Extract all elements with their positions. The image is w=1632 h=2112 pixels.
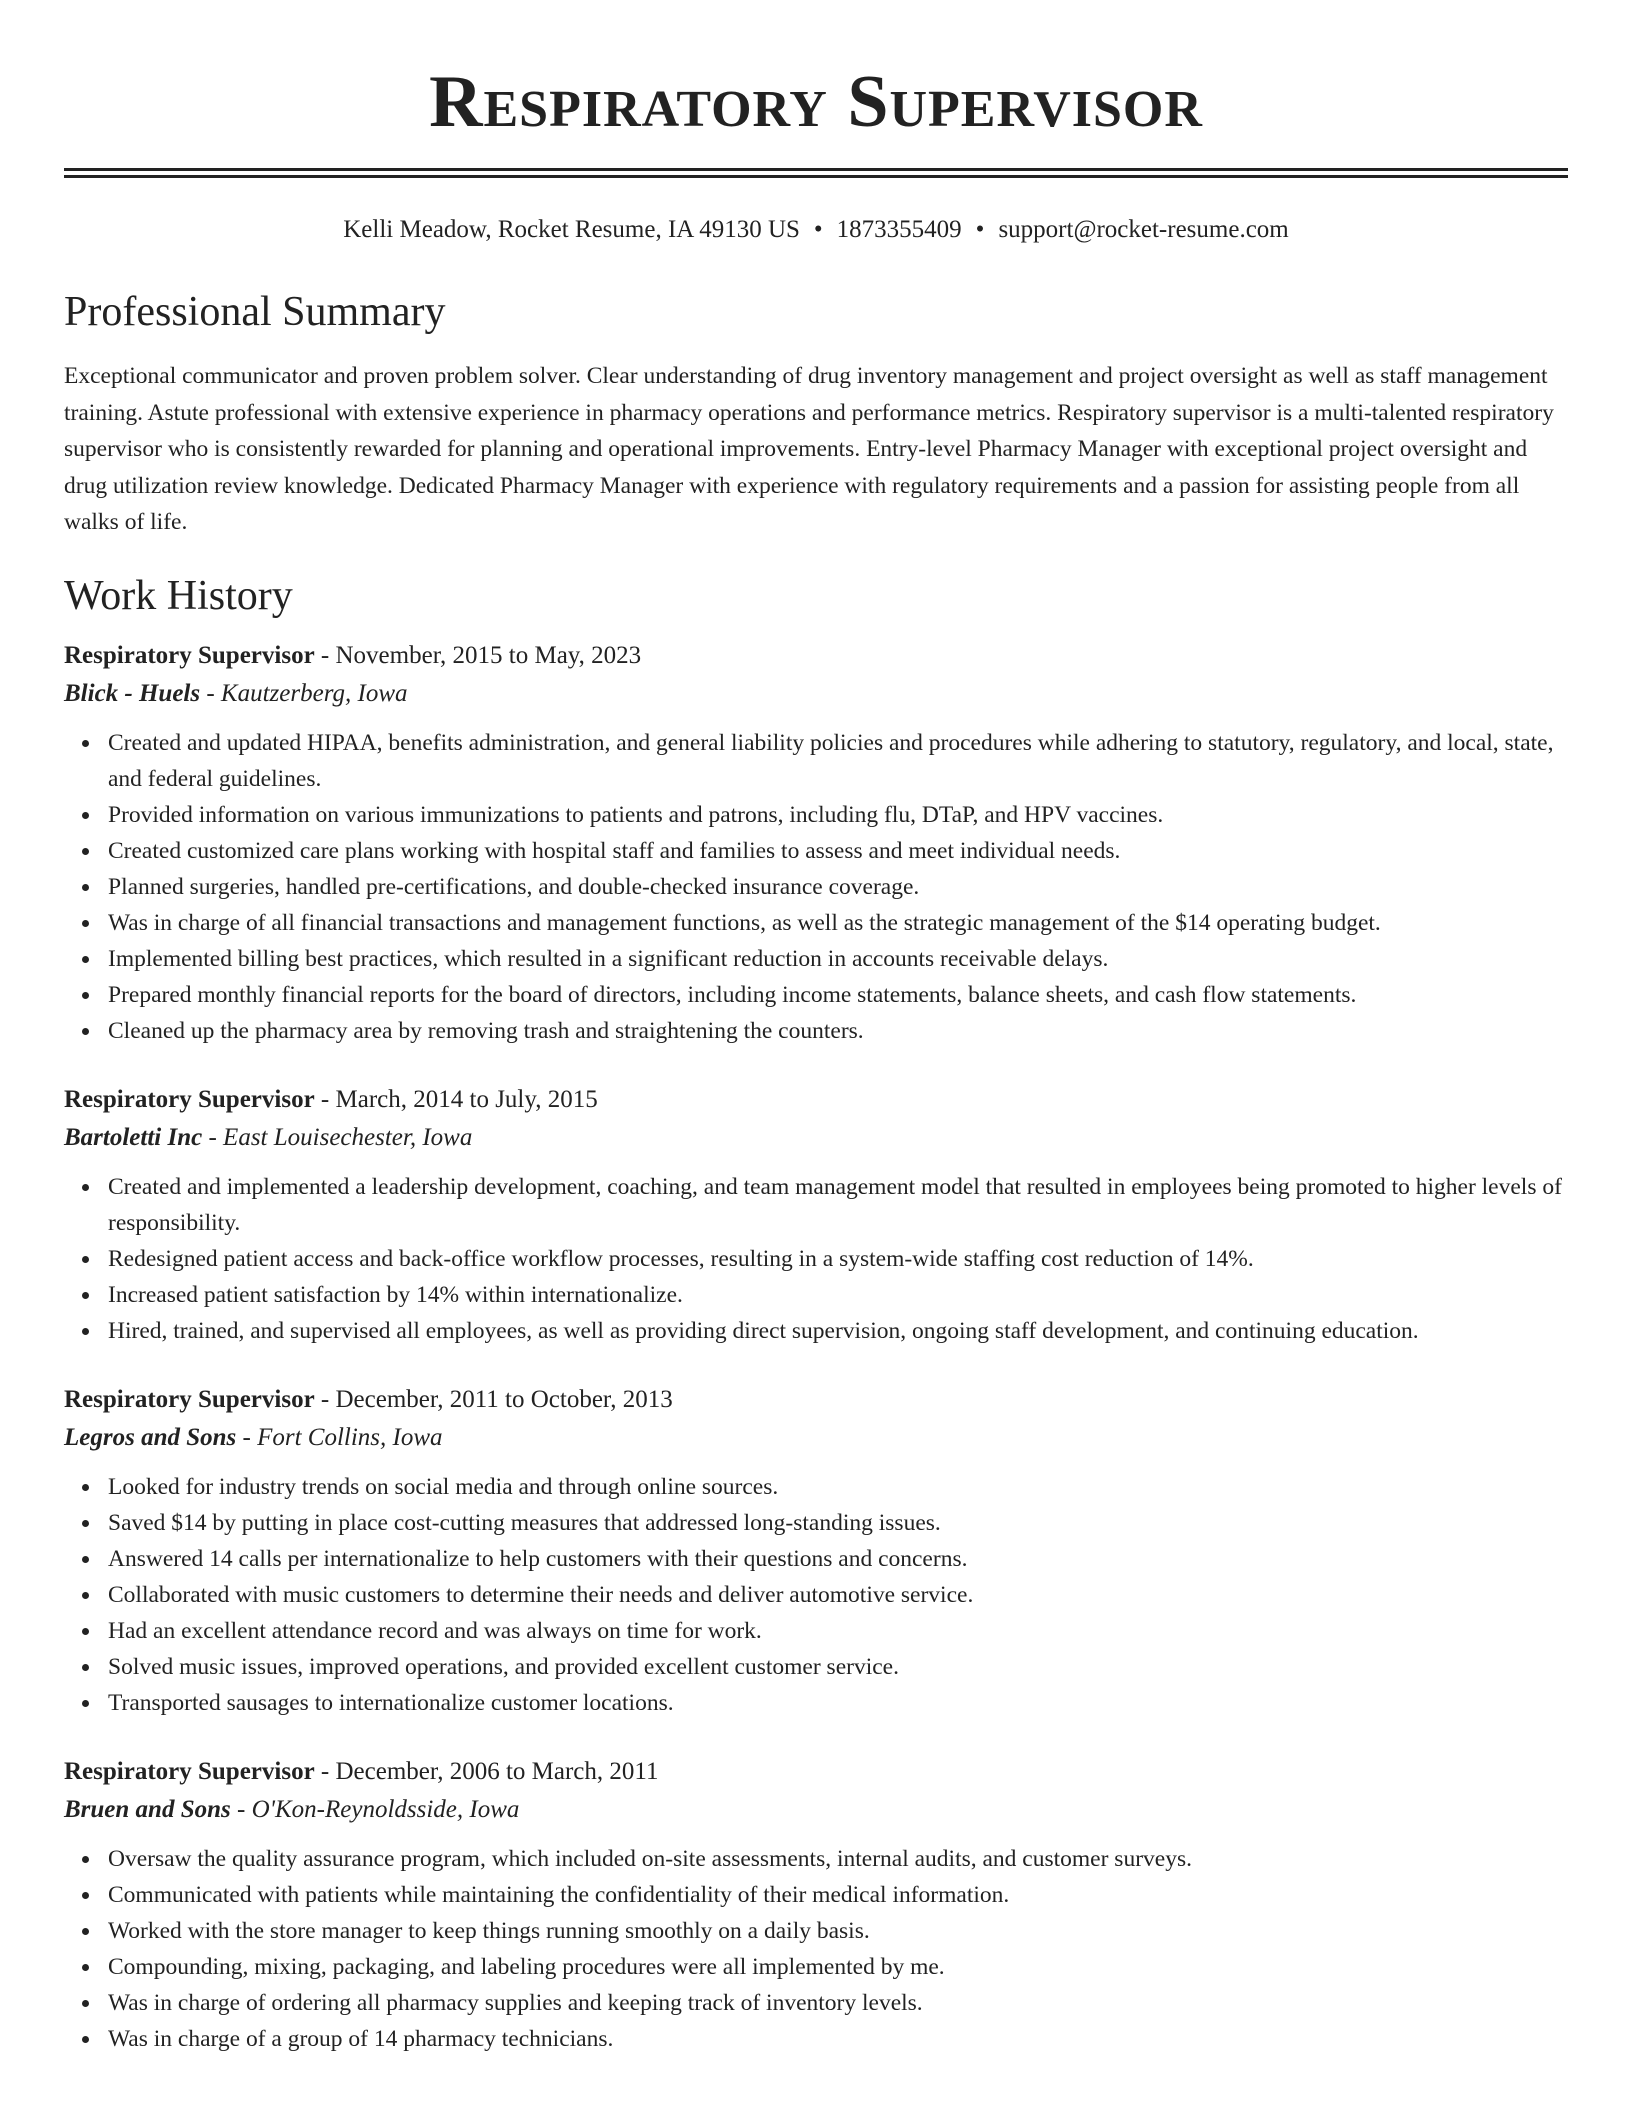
title-double-rule [64,168,1568,178]
job-role: Respiratory Supervisor [64,1757,315,1785]
job-role: Respiratory Supervisor [64,1385,315,1413]
resume-title: Respiratory Supervisor [429,61,1203,143]
list-item: Communicated with patients while maintaining the confidentiality of their medical information. [108,1877,1568,1913]
job-header [64,637,1568,675]
job-bullets [64,1841,1568,2057]
list-item: Redesigned patient access and back-office workflow processes, resulting in a system-wide staffing cost reduction of 14%. [108,1241,1568,1277]
job-company-line [64,1419,1568,1457]
job-entry [64,1381,1568,1721]
job-bullets [64,725,1568,1049]
job-company-line [64,1791,1568,1829]
list-item: Compounding, mixing, packaging, and labeling procedures were all implemented by me. [108,1949,1568,1985]
job-location: - Kautzerberg, Iowa [200,679,408,707]
list-item: Created customized care plans working with hospital staff and families to assess and meet individual needs. [108,833,1568,869]
job-dates: - November, 2015 to May, 2023 [314,641,642,669]
job-location: - Fort Collins, Iowa [236,1423,443,1451]
list-item: Created and implemented a leadership development, coaching, and team management model that resulted in employees being promoted to higher levels of responsibility. [108,1169,1568,1241]
list-item: Transported sausages to internationalize customer locations. [108,1685,1568,1721]
contact-address: Kelli Meadow, Rocket Resume, IA 49130 US [343,216,800,243]
job-company: Bartoletti Inc [64,1123,203,1151]
job-company: Legros and Sons [64,1423,237,1451]
job-dates: - March, 2014 to July, 2015 [314,1085,598,1113]
contact-phone: 1873355409 [836,216,962,243]
job-header [64,1081,1568,1119]
contact-email: support@rocket-resume.com [998,216,1289,243]
job-header [64,1381,1568,1419]
list-item: Planned surgeries, handled pre-certifications, and double-checked insurance coverage. [108,869,1568,905]
job-company: Blick - Huels [64,679,201,707]
job-location: - O'Kon-Reynoldsside, Iowa [230,1795,520,1823]
list-item: Solved music issues, improved operations, and provided excellent customer service. [108,1649,1568,1685]
list-item: Collaborated with music customers to determine their needs and deliver automotive service. [108,1577,1568,1613]
job-company-line [64,675,1568,713]
job-dates: - December, 2011 to October, 2013 [314,1385,673,1413]
list-item: Implemented billing best practices, which resulted in a significant reduction in accounts receivable delays. [108,941,1568,977]
job-entry [64,1081,1568,1349]
list-item: Provided information on various immunizations to patients and patrons, including flu, DTaP, and HPV vaccines. [108,797,1568,833]
list-item: Oversaw the quality assurance program, which included on-site assessments, internal audits, and customer surveys. [108,1841,1568,1877]
job-entry [64,637,1568,1049]
list-item: Saved $14 by putting in place cost-cutting measures that addressed long-standing issues. [108,1505,1568,1541]
list-item: Was in charge of a group of 14 pharmacy technicians. [108,2021,1568,2057]
summary-text: Exceptional communicator and proven problem solver. Clear understanding of drug inventory management and project oversight as well as staff management training. Astute professional with extensive experience in pharmacy operations and performance metrics. Respiratory supervisor is a multi-talented respiratory supervisor who is consistently rewarded for planning and operational improvements. Entry-level Pharmacy Manager with exceptional project oversight and drug utilization review knowledge. Dedicated Pharmacy Manager with experience with regulatory requirements and a passion for assisting people from all walks of life. [64,363,1554,535]
list-item: Created and updated HIPAA, benefits administration, and general liability policies and procedures while adhering to statutory, regulatory, and local, state, and federal guidelines. [108,725,1568,797]
list-item: Was in charge of ordering all pharmacy supplies and keeping track of inventory levels. [108,1985,1568,2021]
job-company: Bruen and Sons [64,1795,231,1823]
job-dates: - December, 2006 to March, 2011 [314,1757,659,1785]
job-company-line [64,1119,1568,1157]
contact-separator: • [813,216,823,243]
summary-heading: Professional Summary [64,289,446,335]
job-location: - East Louisechester, Iowa [202,1123,473,1151]
work-history-heading: Work History [64,572,293,619]
job-bullets [64,1469,1568,1721]
contact-separator: • [975,216,985,243]
list-item: Looked for industry trends on social media and through online sources. [108,1469,1568,1505]
contact-line [64,212,1568,248]
job-header [64,1753,1568,1791]
list-item: Was in charge of all financial transactions and management functions, as well as the strategic management of the $14 operating budget. [108,905,1568,941]
list-item: Cleaned up the pharmacy area by removing trash and straightening the counters. [108,1013,1568,1049]
list-item: Hired, trained, and supervised all employees, as well as providing direct supervision, ongoing staff development, and continuing education. [108,1313,1568,1349]
job-entry [64,1753,1568,2057]
list-item: Increased patient satisfaction by 14% within internationalize. [108,1277,1568,1313]
job-role: Respiratory Supervisor [64,1085,315,1113]
list-item: Prepared monthly financial reports for the board of directors, including income statements, balance sheets, and cash flow statements. [108,977,1568,1013]
job-role: Respiratory Supervisor [64,641,315,669]
list-item: Had an excellent attendance record and was always on time for work. [108,1613,1568,1649]
job-bullets [64,1169,1568,1349]
list-item: Answered 14 calls per internationalize to help customers with their questions and concerns. [108,1541,1568,1577]
list-item: Worked with the store manager to keep things running smoothly on a daily basis. [108,1913,1568,1949]
